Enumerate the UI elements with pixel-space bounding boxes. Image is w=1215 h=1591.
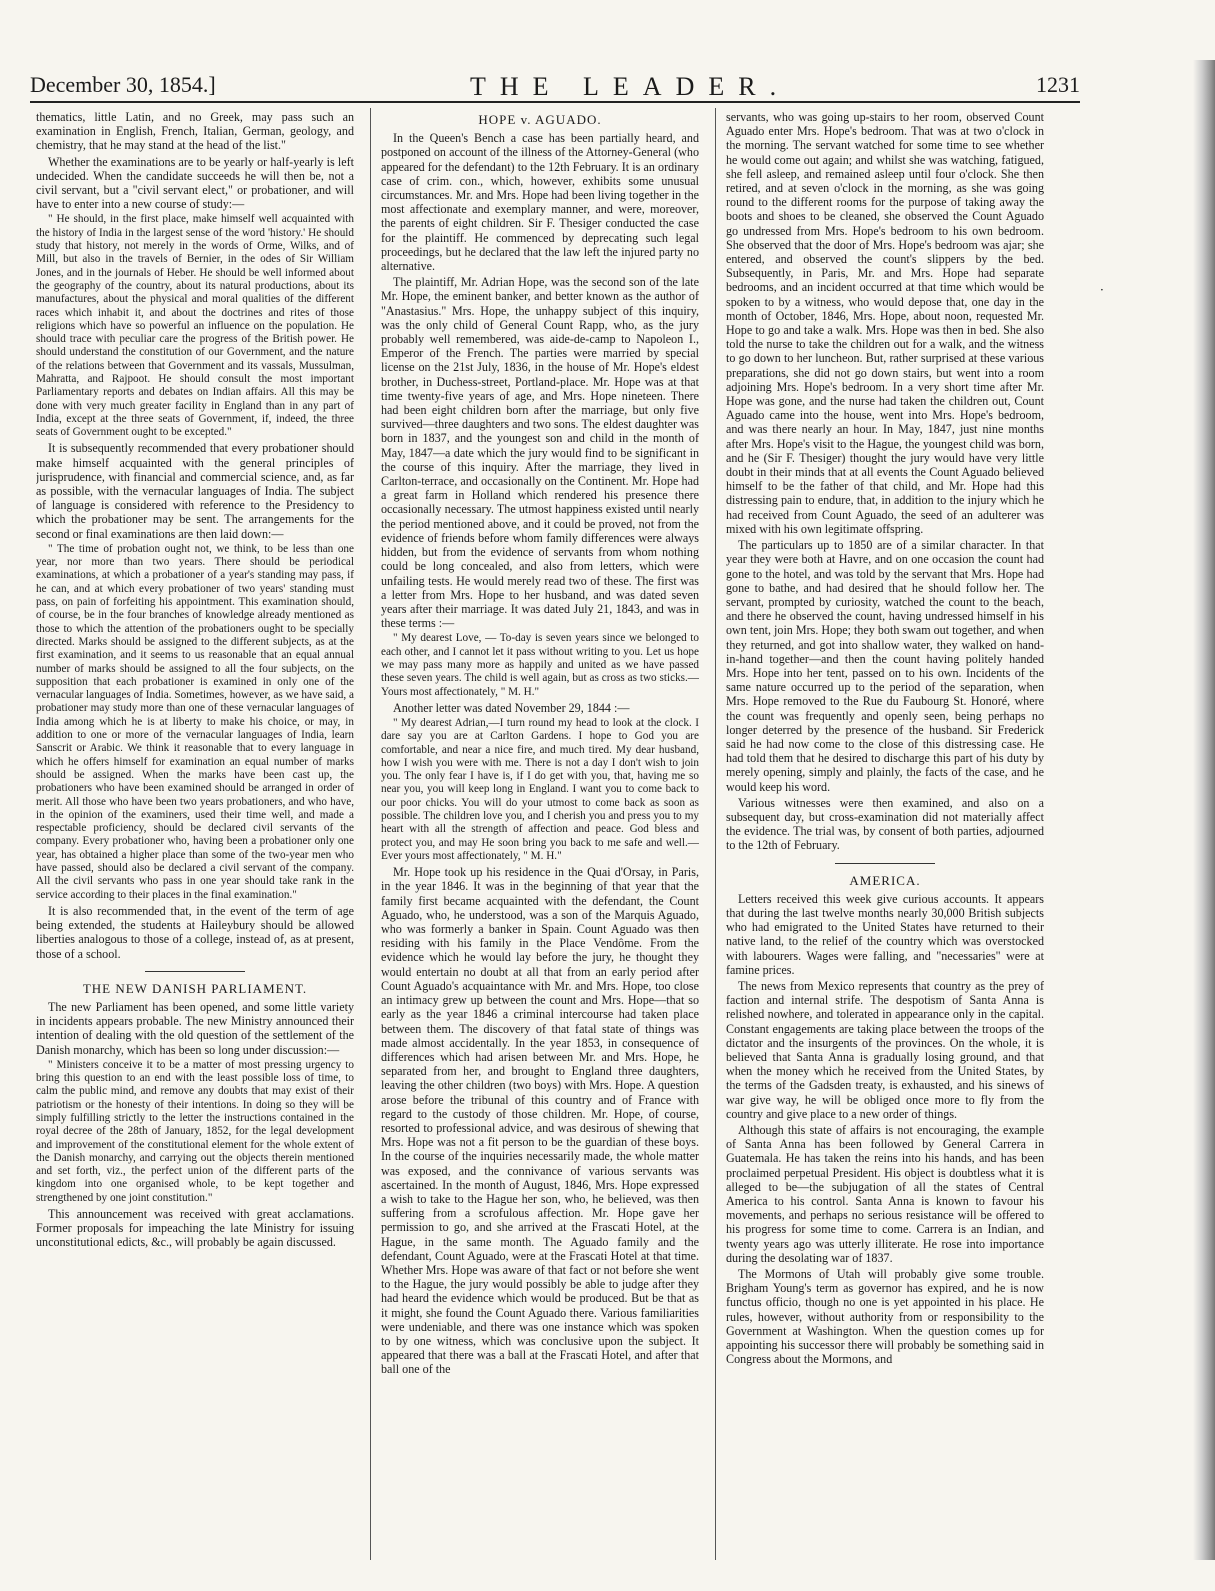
article-paragraph: Letters received this week give curious accounts. It appears that during the last twelve months nearly 30,000 British subjects who had emigrated to the United States have returned to their native land, to the relief of the country which was overstocked with labourers. Wages were falling, and "necessaries" were at famine prices.: [726, 891, 1044, 977]
article-quote: " Ministers conceive it to be a matter of most pressing urgency to bring this question to an end with the least possible loss of time, to calm the public mind, and remove any doubts that may exist of their patriotism or the honesty of their intentions. In doing so they will be simply fulfilling strictly to the letter the instructions contained in the royal decree of the 28th of January, 1852, for the legal development and improvement of the constitutional element for the whole extent of the Danish monarchy, and carrying out the objects therein mentioned and set forth, viz., the perfect union of the different parts of the kingdom into one organised whole, to be kept together and strengthened by one joint constitution.": [36, 1058, 354, 1204]
page-number: 1231: [1036, 72, 1080, 97]
column-3: [726, 110, 1044, 1560]
letter-quote: " My dearest Love, — To-day is seven years since we belonged to each other, and I cannot let it pass without writing to you. Let us hope we may pass many more as happily and united as we have passed these seven years. The child is well again, but as cross as two sticks.—Yours most affectionately, " M. H.": [381, 632, 699, 698]
hope-aguado-heading: HOPE v. AGUADO.: [478, 112, 602, 127]
article-paragraph: The plaintiff, Mr. Adrian Hope, was the second son of the late Mr. Hope, the eminent banker, and better known as the author of "Anastasius." Mrs. Hope, the unhappy subject of this inquiry, was the only child of General Count Rapp, who, as the jury probably well remembered, was aide-de-camp to Napoleon I., Emperor of the French. The parties were married by special license on the 21st July, 1836, in the house of Mr. Hope's eldest brother, in Duchess-street, Portland-place. Mr. Hope was at that time twenty-five years of age, and Mrs. Hope nineteen. There had been eight children born after the marriage, but only five survived—three daughters and two sons. The eldest daughter was born in 1837, and the youngest son and child in the month of May, 1847—a date which the jury would find to be significant in the course of this inquiry. After the marriage, they lived in Carlton-terrace, and occasionally on the Continent. Mr. Hope had a great farm in Holland which rendered his presence there occasionally necessary. The utmost happiness existed until nearly the period mentioned above, and it could be proved, not from the evidence of friends before whom family differences were always hidden, but from the evidence of servants from whom nothing could be long concealed, and also from letters, which were unfailing tests. He would merely read two of these. The first was a letter from Mrs. Hope to her husband, and was dated seven years after their marriage. It was dated July 21, 1843, and was in these terms :—: [381, 275, 699, 631]
column-divider-1: [370, 108, 371, 1560]
letter-quote: " My dearest Adrian,—I turn round my head to look at the clock. I dare say you are at Carlton Gardens. I hope to God you are comfortable, and near a nice fire, and much tired. My dear husband, how I wish you were with me. There is not a day I don't wish to join you. The only fear I have is, if I do get with you, that, having me so near you, you will keep long in England. I want you to come back to our poor chicks. You will do your utmost to come back as soon as possible. The children love you, and I cherish you and press you to my heart with all the strength of affection and peace. God bless and protect you, and may He soon bring you back to me safe and well.—Ever yours most affectionately, " M. H.": [381, 717, 699, 862]
article-paragraph: The new Parliament has been opened, and some little variety in incidents appears probable. The new Ministry announced their intention of dealing with the old question of the settlement of the Danish monarchy, which has been so long under discussion:—: [36, 999, 354, 1057]
masthead: [30, 62, 1080, 102]
article-quote: " The time of probation ought not, we think, to be less than one year, nor more than two years. There should be periodical examinations, at which a probationer of a year's standing may pass, if he can, and at which every probationer of two years' standing must pass, on pain of forfeiting his appointment. This examination should, of course, be in the four branches of knowledge already mentioned as those to which the attention of the probationers ought to be specially directed. Marks should be assigned to the different subjects, as at the first examination, and it seems to us reasonable that an equal annual number of marks should be assigned to all the four subjects, on the supposition that each probationer is examined in only one of the vernacular languages of India. Sometimes, however, as we have said, a probationer may study more than one of these vernacular languages of India among which he is at liberty to make his choice, or may, in addition to one or more of the vernacular languages of India, learn Sanscrit or Arabic. We think it reasonable that to every language in which he offers himself for examination an equal number of marks should be assigned. When the marks have been cast up, the probationers who have been examined should be arranged in order of merit. All those who have been two years probationers, and who have, in the opinion of the examiners, used their time well, and made a respectable proficiency, should be declared civil servants of the company. Every probationer who, having been a probationer only one year, has obtained a higher place than some of the two-year men who have passed, should also be declared a civil servant of the company. All the civil servants who pass in one year should take rank in the service according to their places in the final examination.": [36, 542, 354, 901]
article-paragraph: Whether the examinations are to be yearly or half-yearly is left undecided. When the candidate succeeds he will then be, not a civil servant, but a "civil servant elect," or probationer, and will have to enter into a new course of study:—: [36, 154, 354, 212]
article-paragraph: Another letter was dated November 29, 1844 :—: [393, 700, 630, 715]
article-paragraph: servants, who was going up-stairs to her room, observed Count Aguado enter Mrs. Hope's bedroom. That was at two o'clock in the morning. The servant watched for some time to see whether he would come out again; and whilst she was watching, fatigued, she fell asleep, and remained asleep until four o'clock. She then retired, and at seven o'clock in the morning, as she was going round to the different rooms for the purpose of taking away the boots and shoes to be cleaned, she observed the Count Aguado go undressed from Mrs. Hope's bedroom to his own bedroom. She observed that the door of Mrs. Hope's bedroom was ajar; she entered, and observed the count's slippers by the bed. Subsequently, in Paris, Mr. and Mrs. Hope had separate bedrooms, and an incident occurred at that time which would be spoken to by a witness, who would depose that, one day in the month of October, 1846, Mrs. Hope, about noon, requested Mr. Hope to go and take a walk. Mrs. Hope was then in bed. She also told the nurse to take the children out for a walk, and the witness to go down to her luncheon. But, rather surprised at these various preparations, she did not go down stairs, but went into a room adjoining Mrs. Hope's bedroom. In a very short time after Mr. Hope was gone, and the nurse had taken the children out, Count Aguado came into the house, went into Mrs. Hope's bedroom, and was there nearly an hour. In May, 1847, just nine months after Mrs. Hope's visit to the Hague, the youngest child was born, and he (Sir F. Thesiger) thought the jury would have very little doubt in their minds that at all events the Count Aguado believed himself to be the father of that child, and Mr. Hope had this distressing pain to endure, that, in addition to the injury which he had received from Count Aguado, the seed of an adulterer was mixed with his own legitimate offspring.: [726, 110, 1044, 536]
issue-date: December 30, 1854.]: [30, 72, 216, 97]
article-paragraph: The particulars up to 1850 are of a similar character. In that year they were both at Havre, and on one occasion the count had gone to the hotel, and was told by the servant that Mrs. Hope had gone to bathe, and had desired that he should follow her. The servant, prompted by curiosity, watched the count to the beach, and there he observed the count, having undressed himself in his own tent, join Mrs. Hope; they both swam out together, and when they returned, and got into shallow water, they walked on hand-in-hand together—and then the count having politely handed Mrs. Hope into her tent, passed on to his own. Incidents of the same nature occurred up to the period of the separation, when Mrs. Hope removed to the Rue du Faubourg St. Honoré, where the count was frequently and openly seen, being perhaps no longer deterred by the presence of the husband. Sir Frederick said he had now come to the close of this distressing case. He had told them that he desired to discharge this part of his duty by merely opening, simply and plainly, the facts of the case, and he would keep his word.: [726, 538, 1044, 794]
column-divider-2: [715, 108, 716, 1560]
newspaper-title: THE LEADER.: [470, 72, 791, 101]
article-paragraph: It is also recommended that, in the event of the term of age being extended, the students at Haileybury should be allowed liberties analogous to those of a college, instead of, as at present, those of a school.: [36, 903, 354, 961]
article-quote: " He should, in the first place, make himself well acquainted with the history of India in the largest sense of the word 'history.' He should study that history, not merely in the words of Orme, Wilks, and of Mill, but also in the travels of Bernier, in the odes of Sir William Jones, and in the journals of Heber. He should be well informed about the geography of the country, about its natural productions, about its manufactures, about the physical and moral qualities of the different races which inhabit it, and about the doctrines and rites of those religions which have so powerful an influence on the population. He should trace with peculiar care the progress of the British power. He should understand the constitution of our Government, and the nature of the relations between that Government and its vassals, Mussulman, Mahratta, and Rajpoot. He should consult the most important Parliamentary reports and debates on Indian affairs. All this may be done with very much greater facility in England than in any part of India, except at the three seats of Government, if, indeed, the three seats of Government ought to be excepted.": [36, 213, 354, 439]
article-paragraph: The Mormons of Utah will probably give some trouble. Brigham Young's term as governor has expired, and he is now functus officio, though no one is yet appointed in his place. He rules, however, without authority from or responsibility to the Government at Washington. When the question comes up for appointing his successor there will probably be something said in Congress about the Mormons, and: [726, 1267, 1044, 1367]
header-rule: [30, 101, 1080, 103]
page-binding-edge: [1193, 60, 1215, 1560]
article-paragraph: This announcement was received with great acclamations. Former proposals for impeaching the late Ministry for issuing unconstitutional edicts, &c., will probably be again discussed.: [36, 1207, 354, 1250]
column-1: [36, 110, 354, 1560]
section-separator: [145, 971, 245, 972]
ink-speck: ·: [1100, 283, 1104, 297]
article-paragraph: It is subsequently recommended that every probationer should make himself acquainted with the general principles of jurisprudence, with financial and commercial science, and, as far as possible, with the vernacular languages of India. The subject of language is considered with reference to the Presidency to which the probationer may be sent. The arrangements for the second or final examinations are then laid down:—: [36, 441, 354, 541]
article-paragraph: Various witnesses were then examined, and also on a subsequent day, but cross-examination did not materially affect the evidence. The trial was, by consent of both parties, adjourned to the 12th of February.: [726, 795, 1044, 853]
article-paragraph: Although this state of affairs is not encouraging, the example of Santa Anna has been followed by General Carrera in Guatemala. He has taken the reins into his hands, and has been proclaimed perpetual President. His object is doubtless what it is alleged to be—the subjugation of all the states of Central America to his control. Santa Anna is known to favour his movements, and perhaps no serious resistance will be offered to his progress for some time to come. Carrera is an Indian, and twenty years ago was utterly illiterate. He rose into importance during the desolating war of 1837.: [726, 1123, 1044, 1265]
america-heading: AMERICA.: [849, 872, 921, 888]
section-separator: [835, 863, 935, 864]
danish-parliament-heading: THE NEW DANISH PARLIAMENT.: [82, 980, 308, 996]
article-paragraph: Mr. Hope took up his residence in the Quai d'Orsay, in Paris, in the year 1846. It was in the beginning of that year that the family first became acquainted with the defendant, the Count Aguado, who, he understood, was a son of the Marquis Aguado, who was formerly a banker in Spain. Count Aguado was then residing with his family in the Place Vendôme. From the evidence which he would lay before the jury, he thought they would entertain no doubt at all that from an early period after Count Aguado's acquaintance with Mr. and Mrs. Hope, too close an intimacy grew up between the count and Mrs. Hope—that so early as the year 1846 a criminal intercourse had taken place between them. The discovery of that fatal state of things was made almost accidentally. In the year 1853, in consequence of differences which had arisen between Mr. and Mrs. Hope, he separated from her, and brought to England three daughters, leaving the other children (two boys) with Mrs. Hope. A question arose before the tribunal of this country and of France with regard to the custody of those children. Mr. Hope, of course, resorted to professional advice, and was desirous of shewing that Mrs. Hope was not a fit person to be the guardian of these boys. In the course of the inquiries necessarily made, the whole matter was exposed, and the connivance of various servants was ascertained. In the month of August, 1846, Mrs. Hope expressed a wish to take to the Hague her son, who, he believed, was then suffering from a scrofulous affection. Mr. Hope gave her permission to go, and she arrived at the Frascati Hotel, at the Hague, in the same month. The Aguado family and the defendant, Count Aguado, were at the Frascati Hotel at that time. Whether Mrs. Hope was aware of that fact or not before she went to the Hague, the jury would possibly be able to judge after they had heard the evidence which would be produced. But be that as it might, she found the Count Aguado there. Various familiarities were undeniable, and there was one instance which was spoken to by one witness, which was conclusive upon the subject. It appeared that there was a ball at the Frascati Hotel, and after that ball one of the: [381, 865, 699, 1377]
article-paragraph: thematics, little Latin, and no Greek, may pass such an examination in English, French, Italian, German, geology, and chemistry, that he may stand at the head of the list.": [36, 110, 354, 153]
article-paragraph: The news from Mexico represents that country as the prey of faction and internal strife. The despotism of Santa Anna is relished nowhere, and tolerated in appearance only in the capital. Constant engagements are taking place between the troops of the dictator and the insurgents of the provinces. On the whole, it is believed that Santa Anna is gradually losing ground, and that when the money which he received from the United States, by the terms of the Gadsden treaty, is exhausted, and his sinews of war give way, he will be obliged once more to fly from the country and give place to a new order of things.: [726, 978, 1044, 1121]
article-paragraph: In the Queen's Bench a case has been partially heard, and postponed on account of the illness of the Attorney-General (who appeared for the defendant) to the 12th February. It is an ordinary case of crim. con., which, however, exhibits some unusual circumstances. Mr. and Mrs. Hope had been living together in the most affectionate and exemplary manner, and were, moreover, the parents of eight children. Sir F. Thesiger conducted the case for the plaintiff. He commenced by deprecating such legal proceedings, but he declared that the law left the injured party no alternative.: [381, 131, 699, 274]
column-2: [381, 110, 699, 1560]
